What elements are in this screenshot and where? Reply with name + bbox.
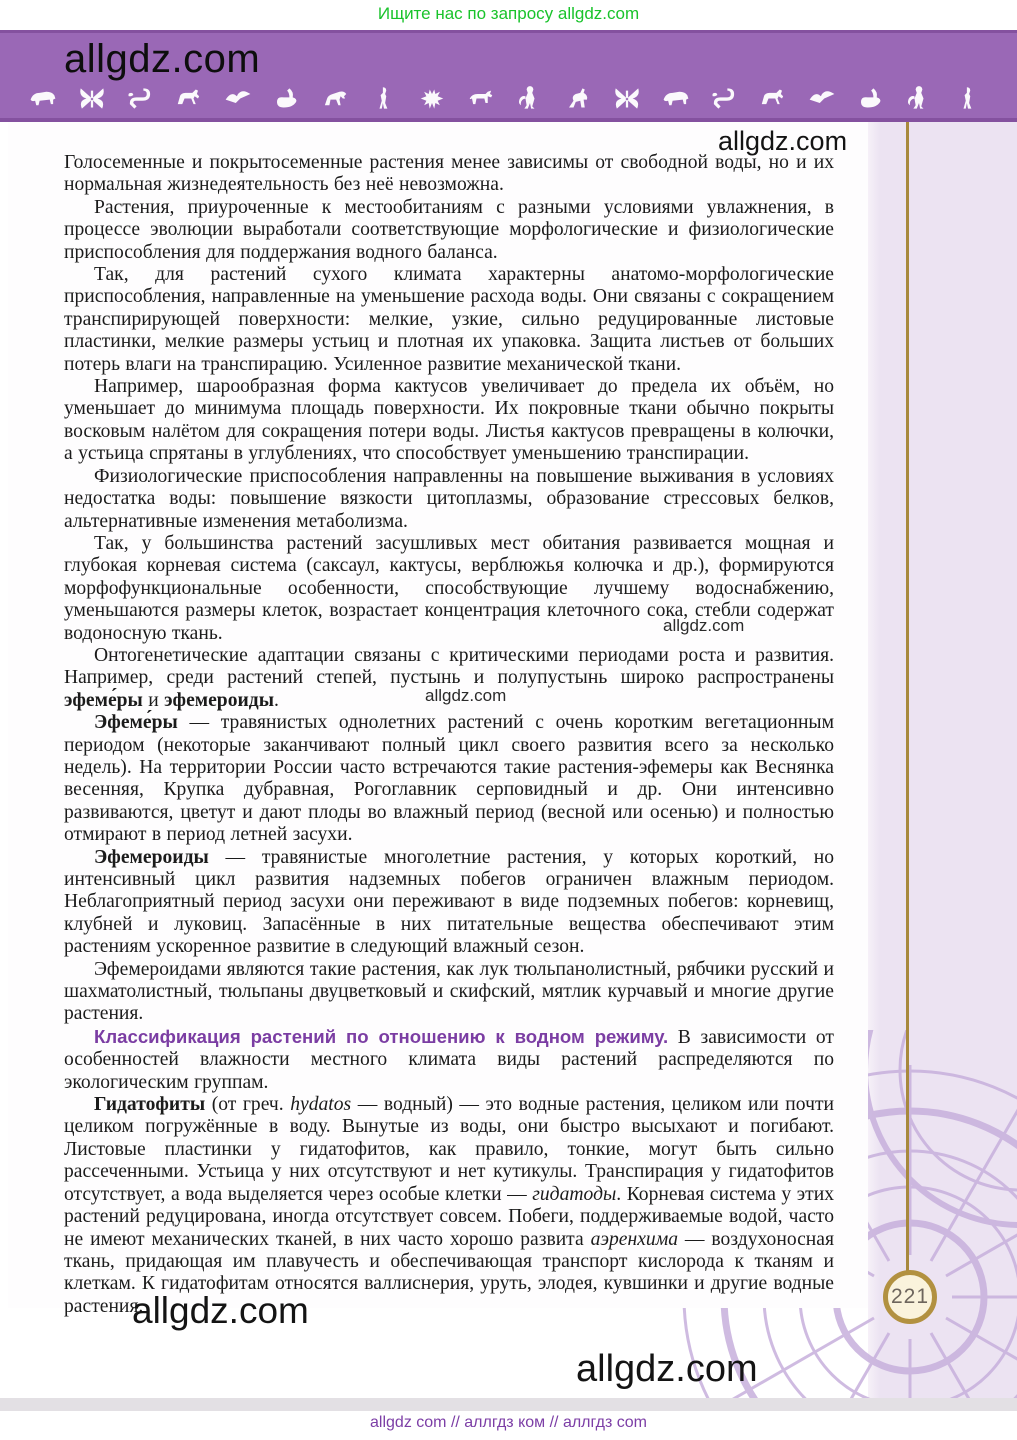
gold-vertical-rule	[906, 120, 909, 1280]
text-segment: — воздухоносная ткань, придающая им плавучесть и обеспечивающая транспорт кислорода к тканям и клеткам. К гидатофитам относятся валлиснерия, уруть, элодея, кувшинки и другие водные растения.	[64, 1228, 834, 1317]
scorpion-silhouette-icon	[123, 85, 157, 112]
text-segment: (от греч.	[205, 1094, 291, 1116]
footer-domains: allgdz com // аллгдз ком // аллгдз com	[370, 1414, 647, 1431]
top-search-notice: Ищите нас по запросу allgdz.com	[377, 4, 640, 23]
watermark-mid-1: allgdz.com	[663, 616, 745, 635]
text-segment: и	[142, 689, 165, 711]
paragraph	[64, 959, 834, 1026]
text-segment: — травянистых однолетних растений с очень коротким вегетационным периодом (некоторые заканчивают полный цикл своего развития всего за несколько недель). На территории России часто встречаются такие растения-эфемеры как Веснянка весенняя, Крупка дубравная, Рогоглавник серповидный и др. Они интенсивно развиваются, цветут и дают плоды во влажный период (весной или осенью) и полностью отмирают в период летней засухи.	[64, 712, 834, 846]
paragraph	[64, 847, 834, 959]
paragraph	[64, 376, 834, 466]
page-number-badge	[883, 1270, 937, 1324]
paragraph	[64, 197, 834, 264]
text-segment: Так, у большинства растений засушливых мест обитания развивается мощная и глубокая корневая система (саксаул, кактусы, верблюжья колючка и др.), формируются морфофункциональные особенности, способствующие лучшему водоснабжению, уменьшаются размеры клеток, возрастает концентрация клеточного сока, стебли содержат водоносную ткань.	[64, 532, 834, 644]
horse-silhouette-icon	[756, 85, 790, 112]
pterosaur-silhouette-icon	[221, 85, 255, 112]
swan-silhouette-icon	[853, 85, 887, 112]
watermark-bottom-left: allgdz.com	[132, 1290, 309, 1331]
meerkat-silhouette-icon	[951, 85, 985, 112]
scorpion-silhouette-icon	[707, 85, 741, 112]
text-segment: В зависимости от особенностей влажности местного климата виды растений распределяются по экологическим группам.	[64, 1026, 834, 1093]
text-segment: hydatos	[290, 1094, 352, 1116]
text-segment: эфеме́ры	[64, 689, 143, 711]
watermark-top-right: allgdz.com	[718, 126, 848, 156]
monkey-silhouette-icon	[513, 85, 547, 112]
paragraph	[64, 466, 834, 533]
watermark-bottom-center: allgdz.com	[576, 1348, 758, 1390]
watermark-mid-2: allgdz.com	[425, 686, 507, 705]
text-segment: — водный) — это водные растения, целиком или почти целиком погружённые в воду. Вынутые из воды, они быстро высыхают и погибают. Листовые пластинки у гидатофитов, как правило, тонкие, могут быть сильно рассеченными. Устьица у них отсутствуют и нет кутикулы. Транспирация у гидатофитов отсутствует, а вода выделяется через особые клетки —	[64, 1094, 834, 1205]
paragraph	[64, 1026, 834, 1094]
meerkat-silhouette-icon	[367, 85, 401, 112]
animal-row	[26, 82, 985, 112]
text-segment: .	[274, 689, 279, 711]
butterfly-silhouette-icon	[75, 85, 109, 112]
text-segment: гидатоды	[532, 1183, 617, 1205]
text-segment: Эфемероидами являются такие растения, как лук тюльпанолистный, рябчики русский и шахматолистный, тюльпаны двуцветковый и скифский, мятлик курчавый и многие другие растения.	[64, 958, 834, 1025]
text-segment: эфемероиды	[164, 689, 274, 711]
text-segment: Растения, приуроченные к местообитаниям с разными условиями увлажнения, в процессе эволюции выработали соответствующие морфологические и физиологические приспособления для поддержания водного баланса.	[64, 196, 834, 263]
butterfly-silhouette-icon	[610, 85, 644, 112]
monkey-silhouette-icon	[902, 85, 936, 112]
header-banner	[0, 30, 1017, 122]
paragraph	[64, 1094, 834, 1318]
paragraph	[64, 264, 834, 376]
text-segment: Онтогенетические адаптации связаны с критическими периодами роста и развития. Например, среди растений степей, пустынь и полупустынь широко распространены	[64, 644, 834, 689]
swan-silhouette-icon	[269, 85, 303, 112]
bottom-divider-strip	[0, 1398, 1017, 1411]
text-segment: — травянистые многолетние растения, у которых короткий, но интенсивный цикл развития надземных побегов ограничен влажным периодом. Неблагоприятный период засухи они переживают в виде подземных побегов: корневищ, клубней и луковиц. Запасённые в них питательные вещества обеспечивают этим растениям ускоренное развитие в следующий влажный сезон.	[64, 846, 834, 958]
page-number: 221	[890, 1285, 930, 1308]
text-segment: . Корневая система у этих растений редуцирована, иногда отсутствует совсем. Побеги, поддерживаемые водой, часто не имеют механических тканей, в них часто хорошо развита	[64, 1183, 834, 1250]
paragraph	[64, 712, 834, 846]
text-segment: Гидатофиты	[94, 1094, 206, 1116]
hyena-silhouette-icon	[318, 85, 352, 112]
text-segment: Например, шарообразная форма кактусов увеличивает до предела их объём, но уменьшает до минимума площадь поверхности. Их покровные ткани обычно покрыты восковым налётом для сокращения потери воды. Листья кактусов превращены в колючки, а устьица спрятаны в углублениях, что способствует уменьшению транспирации.	[64, 376, 834, 465]
header-watermark-title: allgdz.com	[64, 37, 261, 81]
kangaroo-silhouette-icon	[561, 85, 595, 112]
bison-silhouette-icon	[659, 85, 693, 112]
text-segment: Голосеменные и покрытосеменные растения менее зависимы от свободной воды, но и их нормальная жизнедеятельность без неё невозможна.	[64, 152, 834, 196]
text-segment: Эфеме́ры	[94, 712, 178, 734]
text-segment: Эфемероиды	[94, 846, 209, 868]
text-segment: аэренхима	[590, 1228, 679, 1250]
spider-silhouette-icon	[415, 85, 449, 112]
text-segment: Так, для растений сухого климата характерны анатомо-морфологические приспособления, направленные на уменьшение расхода воды. Они связаны с сокращением транспирирующей поверхности: мелкие, узкие, сильно редуцированные листовые пластинки, мелкие размеры устьиц и плотная их упаковка. Защита листьев от больших потерь влаги на транспирацию. Усиленное развитие механической ткани.	[64, 264, 834, 375]
pterosaur-silhouette-icon	[805, 85, 839, 112]
bison-silhouette-icon	[26, 85, 60, 112]
bull-silhouette-icon	[464, 85, 498, 112]
text-segment: Физиологические приспособления направленны на повышение выживания в условиях недостатка воды: повышение вязкости цитоплазмы, образование стрессовых белков, альтернативные изменения метаболизма.	[64, 465, 834, 532]
horse-silhouette-icon	[172, 85, 206, 112]
paragraph	[64, 152, 834, 197]
inline-heading: Классификация растений по отношению к водном режиму.	[94, 1025, 669, 1047]
